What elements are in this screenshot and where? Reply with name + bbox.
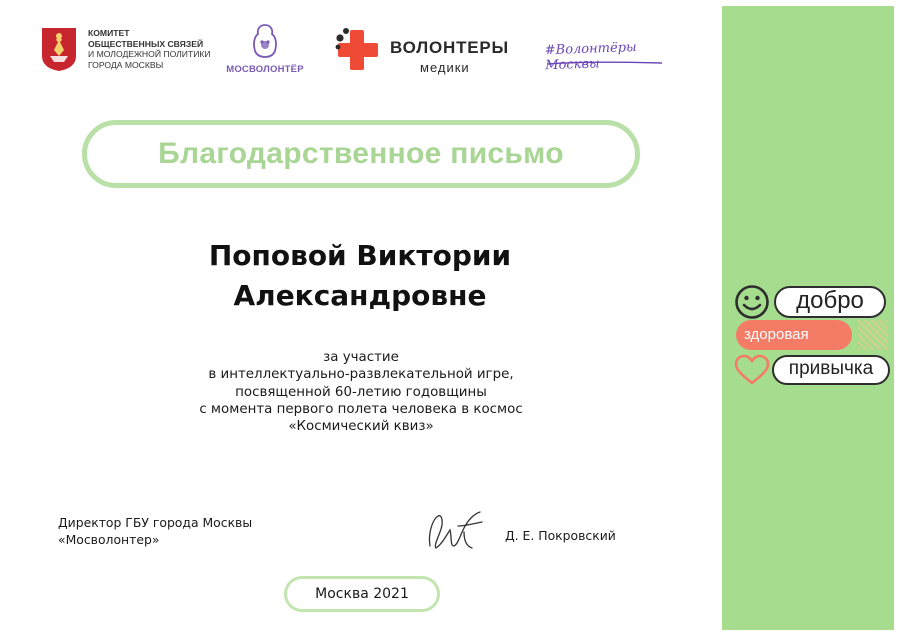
body-line-3: посвященной 60-летию годовщины xyxy=(235,384,487,400)
body-line-4: с момента первого полета человека в космос xyxy=(199,401,523,417)
recipient-name xyxy=(100,236,620,316)
certificate-title: Благодарственное письмо xyxy=(158,137,564,170)
handwritten-signature-icon xyxy=(424,508,486,552)
zdorovaya-badge xyxy=(734,318,894,352)
dobro-label: добро xyxy=(774,286,886,318)
heart-icon xyxy=(734,354,770,386)
medics-title: ВОЛОНТЕРЫ xyxy=(390,38,509,57)
certificate-body xyxy=(120,349,602,435)
zdorovaya-label: здоровая xyxy=(736,320,850,350)
committee-logo xyxy=(40,26,230,76)
committee-line-4: ГОРОДА МОСКВЫ xyxy=(88,59,164,70)
hashtag-underline-icon xyxy=(546,60,664,66)
medical-cross-icon xyxy=(334,26,384,72)
certificate-title-pill xyxy=(82,120,640,188)
privychka-badge xyxy=(734,352,894,388)
medics-subtitle: медики xyxy=(420,60,470,75)
volunteers-hashtag: #Волонтёры Москвы xyxy=(544,40,637,74)
city-year-label: Москва 2021 xyxy=(315,586,409,602)
volunteer-medics-logo xyxy=(334,24,514,78)
moscow-coat-of-arms-icon xyxy=(40,26,78,72)
director-line-2: «Мосволонтер» xyxy=(58,532,160,547)
director-line-1: Директор ГБУ города Москвы xyxy=(58,515,253,530)
committee-name xyxy=(88,28,238,70)
dobro-badge xyxy=(734,282,894,322)
director-position xyxy=(58,514,252,548)
mosvolonter-label: МОСВОЛОНТЁР xyxy=(226,64,304,75)
smile-icon xyxy=(734,284,770,320)
hatch-pattern-icon xyxy=(858,320,888,350)
committee-line-3: И МОЛОДЕЖНОЙ ПОЛИТИКИ xyxy=(88,49,211,60)
body-line-2: в интеллектуально-развлекательной игре, xyxy=(208,367,514,383)
privychka-label: привычка xyxy=(772,355,890,385)
body-line-5: «Космический квиз» xyxy=(288,419,434,435)
recipient-line-1: Поповой Виктории xyxy=(208,239,512,272)
mosvolonter-logo xyxy=(226,24,306,78)
city-year-pill xyxy=(284,576,440,612)
body-line-1: за участие xyxy=(323,350,399,365)
signer-name: Д. Е. Покровский xyxy=(505,528,616,543)
committee-line-2: ОБЩЕСТВЕННЫХ СВЯЗЕЙ xyxy=(88,38,204,49)
committee-line-1: КОМИТЕТ xyxy=(88,28,130,38)
recipient-line-2: Александровне xyxy=(233,279,487,312)
matryoshka-icon xyxy=(252,24,278,58)
